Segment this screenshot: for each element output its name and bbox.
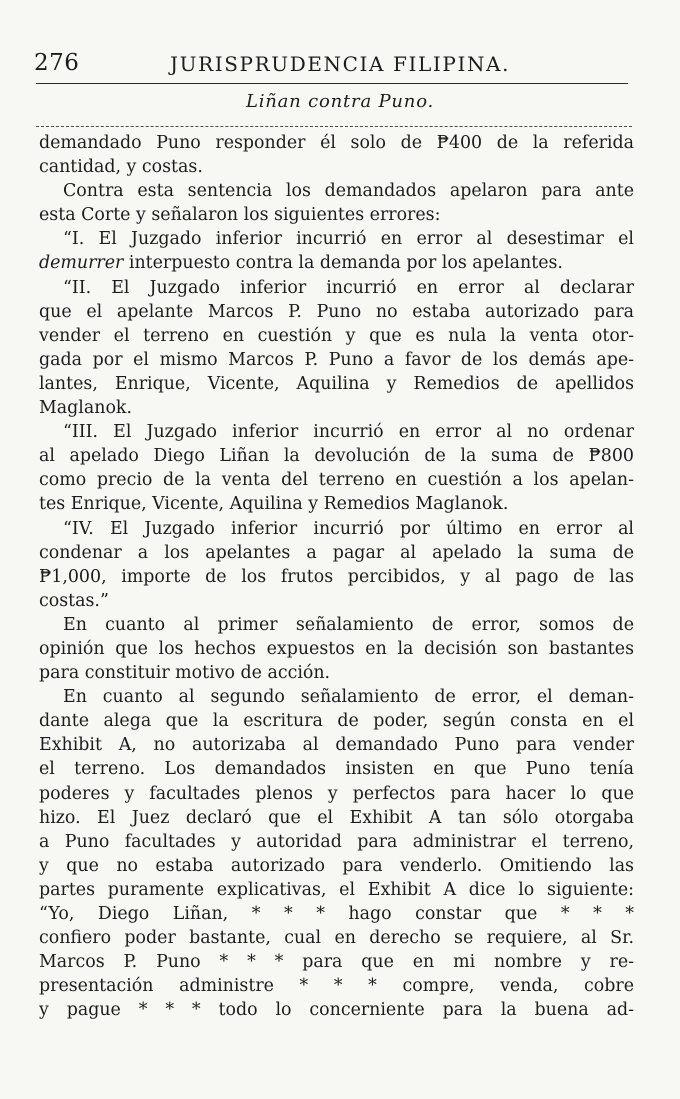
header-rule-top <box>36 83 628 84</box>
body-text <box>39 131 634 1022</box>
text-line: y que no estaba autorizado para venderlo. Omitiendo las <box>39 855 634 876</box>
text-line: En cuanto al primer señalamiento de error, somos de <box>63 614 634 635</box>
text-line: para constituir motivo de acción. <box>39 663 331 684</box>
text-line: Contra esta sentencia los demandados apelaron para ante <box>63 181 634 202</box>
text-line: “III. El Juzgado inferior incurrió en error al no ordenar <box>63 422 634 443</box>
text-line: Marcos P. Puno * * * para que en mi nombre y re- <box>39 952 634 973</box>
text-line: “II. El Juzgado inferior incurrió en error al declarar <box>63 277 634 298</box>
text-line: esta Corte y señalaron los siguientes errores: <box>39 205 441 226</box>
text-line: demurrer interpuesto contra la demanda por los apelantes. <box>39 253 563 274</box>
book-title: JURISPRUDENCIA FILIPINA. <box>170 52 511 76</box>
case-title: Liñan contra Puno. <box>245 91 435 112</box>
text-line: cantidad, y costas. <box>39 157 203 178</box>
text-line: al apelado Diego Liñan la devolución de la suma de ₱800 <box>39 446 634 467</box>
text-line: “IV. El Juzgado inferior incurrió por último en error al <box>63 518 634 539</box>
text-line: que el apelante Marcos P. Puno no estaba autorizado para <box>39 301 634 322</box>
text-line: “Yo, Diego Liñan, * * * hago constar que * * * <box>39 904 634 924</box>
text-line: ₱1,000, importe de los frutos percibidos, y al pago de las <box>39 566 634 587</box>
text-line: y pague * * * todo lo concerniente para la buena ad- <box>39 1000 634 1021</box>
header-rule-bottom <box>36 126 632 127</box>
text-line: demandado Puno responder él solo de ₱400 de la referida <box>39 133 634 153</box>
text-line: a Puno facultades y autoridad para administrar el terreno, <box>39 831 634 852</box>
text-line: condenar a los apelantes a pagar al apelado la suma de <box>39 542 634 563</box>
text-line: opinión que los hechos expuestos en la decisión son bastantes <box>39 638 634 659</box>
text-line: partes puramente explicativas, el Exhibit A dice lo siguiente: <box>39 879 634 900</box>
text-line: confiero poder bastante, cual en derecho se requiere, al Sr. <box>39 928 634 949</box>
text-line: “I. El Juzgado inferior incurrió en error al desestimar el <box>63 229 634 250</box>
text-line: dante alega que la escritura de poder, según consta en el <box>39 711 634 732</box>
text-line: poderes y facultades plenos y perfectos para hacer lo que <box>39 783 634 804</box>
text-line: vender el terreno en cuestión y que es nula la venta otor- <box>39 325 634 346</box>
text-line: el terreno. Los demandados insisten en que Puno tenía <box>39 759 634 780</box>
italic-term: demurrer <box>39 253 124 274</box>
text-line: Maglanok. <box>39 398 132 419</box>
text-line: En cuanto al segundo señalamiento de error, el deman- <box>63 687 634 708</box>
running-head <box>34 50 634 80</box>
page-number: 276 <box>34 50 80 76</box>
text-line: hizo. El Juez declaró que el Exhibit A tan sólo otorgaba <box>39 807 634 828</box>
text-line: lantes, Enrique, Vicente, Aquilina y Remedios de apellidos <box>39 373 634 394</box>
text-line: gada por el mismo Marcos P. Puno a favor de los demás ape- <box>39 349 634 370</box>
text-line: tes Enrique, Vicente, Aquilina y Remedios Maglanok. <box>39 494 509 515</box>
text-line: como precio de la venta del terreno en cuestión a los apelan- <box>39 470 634 491</box>
text-line: costas.” <box>39 590 109 611</box>
text-line: presentación administre * * * compre, venda, cobre <box>39 976 634 997</box>
text-line: Exhibit A, no autorizaba al demandado Puno para vender <box>39 735 634 756</box>
